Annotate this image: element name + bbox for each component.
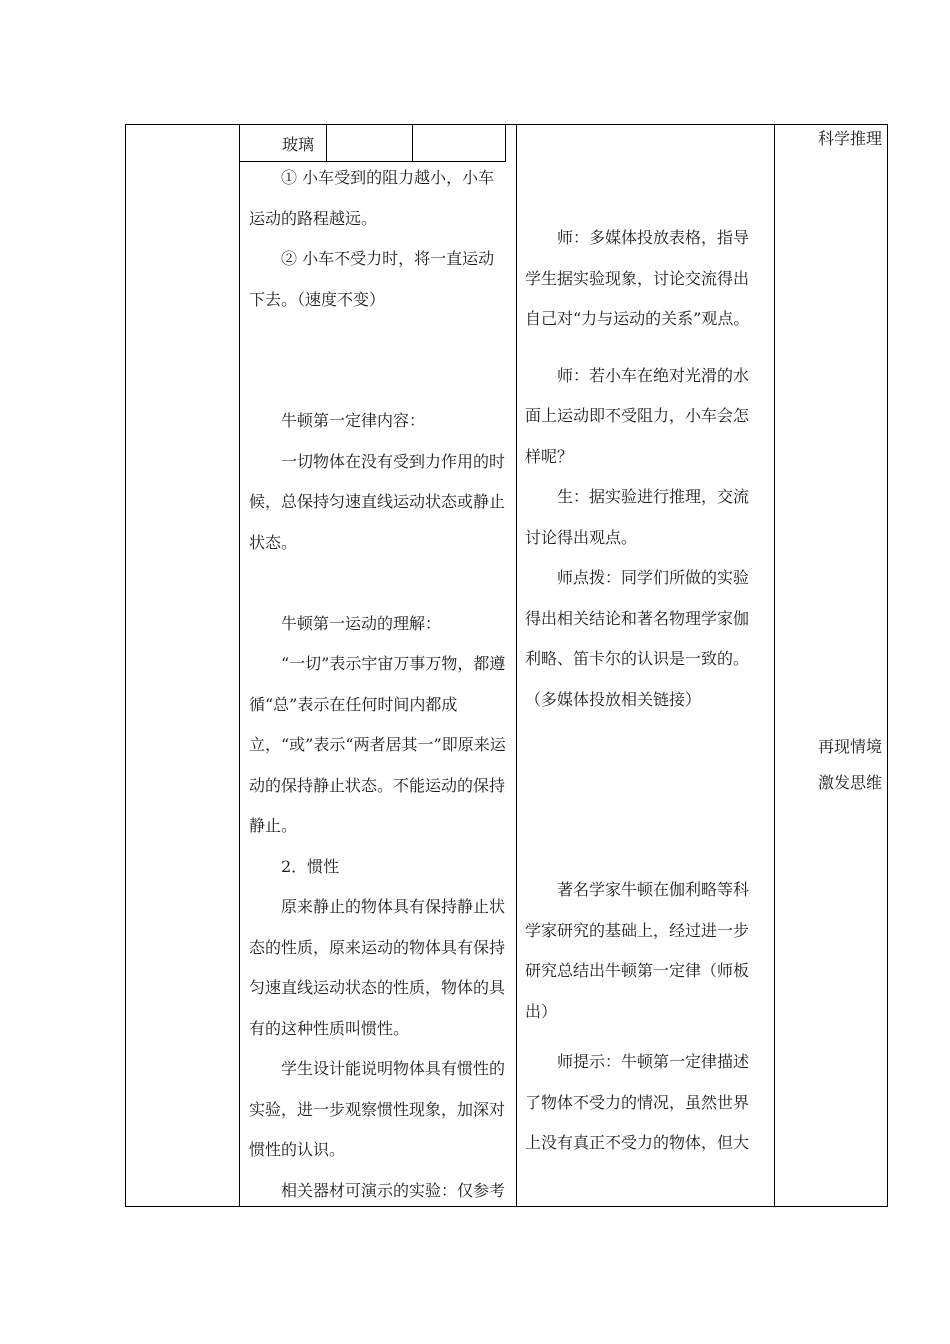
newton-summary: 著名学家牛顿在伽利略等科学家研究的基础上，经过进一步研究总结出牛顿第一定律（师板出） [525,880,750,1021]
content-column [249,158,507,1211]
observation-1: ① 小车受到的阻力越小，小车运动的路程越远。 [249,168,495,228]
inner-table-label-cell [240,125,327,162]
teacher-guidance: 师点拨：同学们所做的实验得出相关结论和著名物理学家伽利略、笛卡尔的认识是一致的。 [525,568,750,668]
equipment-note: 相关器材可演示的实验：仅参考 [281,1180,506,1200]
column-divider-2 [516,124,517,1207]
teacher-activity-column [525,218,763,1164]
multimedia-note: （多媒体投放相关链接） [525,689,702,709]
column-divider-1 [239,124,240,1207]
table-right-border [887,124,888,1207]
table-left-border [125,124,126,1207]
inner-table-right-border [505,125,506,162]
inertia-experiment: 学生设计能说明物体具有惯性的实验，进一步观察惯性现象，加深对惯性的认识。 [249,1059,506,1159]
law-understanding: “一切”表示宇宙万事万物，都遵循“总”表示在任何时间内都成立，“或”表示“两者居其一”即原来运动的保持静止状态。不能运动的保持静止。 [249,654,506,835]
inertia-definition: 原来静止的物体具有保持静止状态的性质，原来运动的物体具有保持匀速直线运动状态的性质，物体的具有的这种性质叫惯性。 [249,897,506,1038]
inner-table-row-label: 玻璃 [282,135,315,154]
column-divider-3 [774,124,775,1207]
student-activity: 生：据实验进行推理，交流讨论得出观点。 [525,487,750,547]
inertia-heading: 2．惯性 [281,856,340,876]
design-intent-label: 科学推理 [818,129,883,148]
law-understanding-heading: 牛顿第一运动的理解： [281,613,442,633]
law-heading: 牛顿第一定律内容： [281,411,426,430]
inner-data-table [240,125,506,162]
teacher-question: 师：若小车在绝对光滑的水面上运动即不受阻力，小车会怎样呢？ [525,365,750,466]
design-intent-label: 再现情境 [818,737,883,756]
teacher-activity-1: 师：多媒体投放表格，指导学生据实验现象，讨论交流得出自己对“力与运动的关系”观点。 [525,228,750,328]
teacher-hint: 师提示：牛顿第一定律描述了物体不受力的情况，虽然世界上没有真正不受力的物体，但大 [525,1052,750,1152]
inner-table-cell [327,125,413,162]
design-intent-label: 激发思维 [818,773,883,792]
inner-table-cell [413,125,506,162]
law-content: 一切物体在没有受到力作用的时候，总保持匀速直线运动状态或静止状态。 [249,451,506,552]
observation-2: ② 小车不受力时，将一直运动下去。（速度不变） [249,249,495,309]
